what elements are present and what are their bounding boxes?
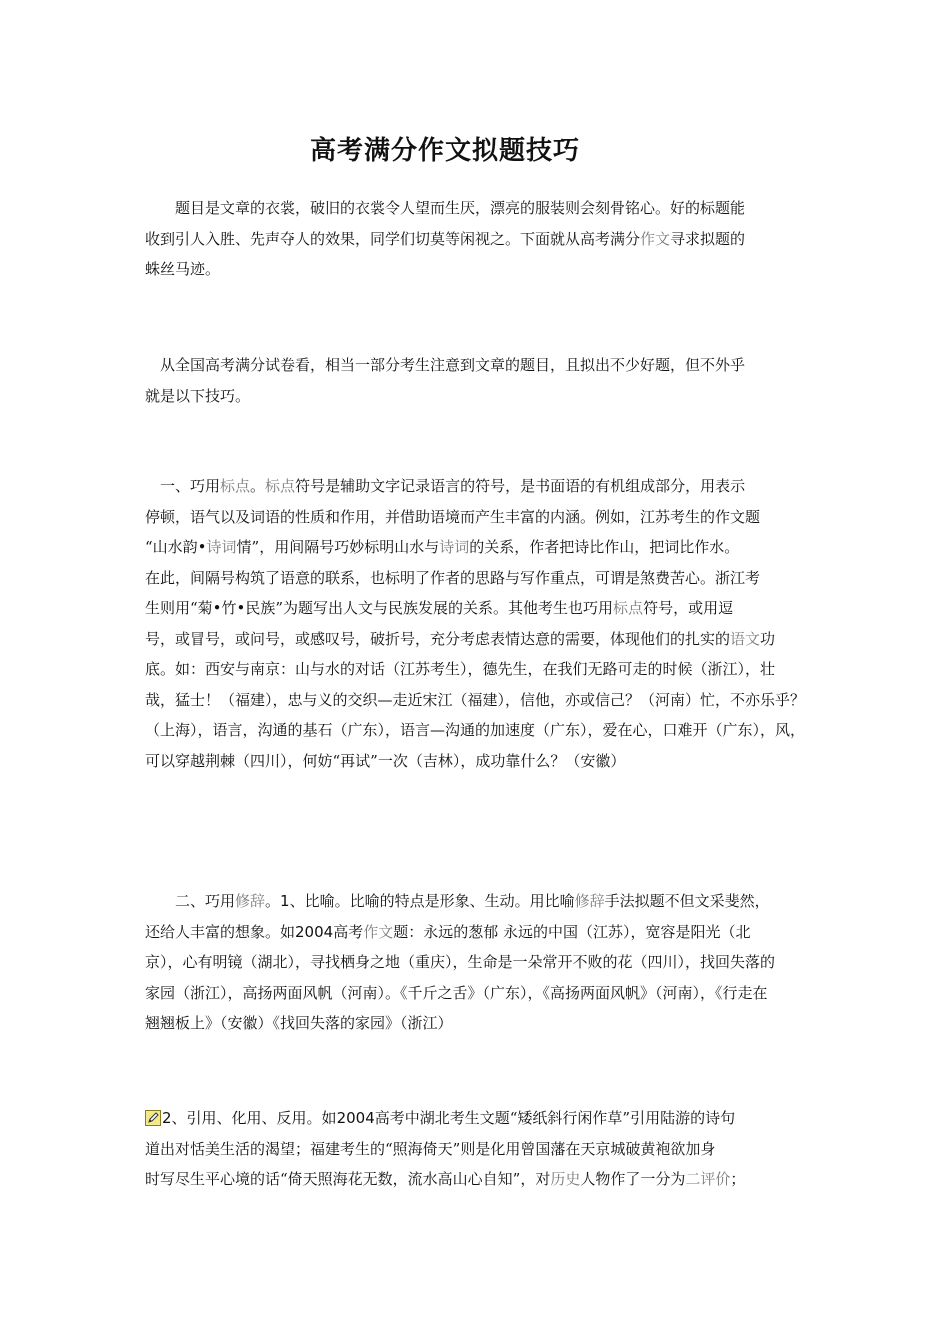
text-segment: 人物作了一分为 (580, 1170, 686, 1188)
text-line (145, 715, 810, 746)
text-segment: 二、巧用 (145, 892, 236, 910)
text-line (145, 1164, 810, 1195)
text-segment: 从全国高考满分试卷看，相当一部分考生注意到文章的题目，且拟出不少好题，但不外乎 (145, 356, 746, 374)
text-line (145, 224, 810, 255)
text-line (145, 350, 810, 381)
text-segment: 京），心有明镜（湖北），寻找栖身之地（重庆），生命是一朵常开不败的花（四川），找回失落的 (145, 953, 776, 971)
text-line (145, 654, 810, 685)
document-title: 高考满分作文拟题技巧 (309, 136, 580, 166)
text-segment: 家园（浙江），高扬两面风帆（河南）。《千斤之舌》（广东），《高扬两面风帆》（河南），《行走在 (145, 983, 768, 1002)
text-line (145, 593, 810, 624)
text-segment: 蛛丝马迹。 (145, 260, 221, 278)
text-segment: 手法拟题不但文采斐然， (604, 892, 770, 910)
text-segment: 号，或冒号，或问号，或感叹号，破折号，充分考虑表情达意的需要，体现他们的扎实的 (145, 629, 731, 648)
keyword-link[interactable]: 诗词 (439, 538, 470, 556)
text-segment: 符号，或用逗 (643, 599, 734, 617)
keyword-link[interactable]: 标点 (613, 599, 644, 617)
text-line (145, 978, 810, 1009)
text-line (145, 624, 810, 655)
text-line (145, 886, 810, 917)
text-line (145, 381, 810, 412)
keyword-link[interactable]: 修辞 (235, 892, 266, 910)
text-segment: 就是以下技巧。 (145, 386, 251, 405)
text-segment: 道出对恬美生活的渴望；福建考生的“照海倚天”则是化用曾国藩在天京城破黄袍欲加身 (145, 1139, 716, 1158)
keyword-link[interactable]: 修辞 (574, 892, 605, 910)
text-line (145, 471, 810, 502)
text-segment: 时写尽生平心境的话“倚天照海花无数，流水高山心自知”，对 (145, 1170, 551, 1188)
keyword-link[interactable]: 历史 (550, 1170, 581, 1188)
text-line (145, 254, 810, 285)
text-line (145, 193, 810, 224)
text-segment: “山水韵• (145, 538, 207, 556)
text-line (145, 746, 810, 777)
text-segment: 哉，猛士！（福建），忠与义的交织—走近宋江（福建），信他，亦或信己？（河南）忙，不亦乐乎？ (145, 690, 806, 709)
number-text: 1 (280, 892, 290, 910)
keyword-link[interactable]: 作文 (640, 229, 671, 248)
number-text: 2004 (336, 1109, 375, 1127)
text-segment: 。 (265, 892, 281, 910)
keyword-link[interactable]: 诗词 (206, 538, 237, 556)
overview-paragraph (145, 350, 810, 411)
text-segment: 寻求拟题的 (670, 229, 746, 248)
text-line (145, 1008, 810, 1039)
text-line (145, 1134, 810, 1165)
text-line (145, 947, 810, 978)
text-segment: 还给人丰富的想象。如 (145, 922, 296, 941)
text-segment: 情”，用间隔号巧妙标明山水与 (236, 538, 440, 556)
keyword-link[interactable]: 标点 (220, 477, 251, 495)
section-punctuation-paragraph (145, 471, 810, 776)
text-line (145, 532, 810, 563)
text-segment: 的关系，作者把诗比作山，把词比作水。 (469, 538, 740, 556)
text-line (145, 685, 810, 716)
text-segment: 高考 (333, 922, 364, 941)
text-segment: 收到引人入胜、先声夺人的效果，同学们切莫等闲视之。下面就从高考满分 (145, 229, 641, 248)
text-line (145, 917, 810, 948)
section-quotation-paragraph (145, 1103, 810, 1195)
text-segment: 题目是文章的衣裳，破旧的衣裳令人望而生厌，漂亮的服装则会刻骨铭心。好的标题能 (145, 199, 746, 217)
text-segment: 停顿，语气以及词语的性质和作用，并借助语境而产生丰富的内涵。例如，江苏考生的作文题 (145, 507, 761, 526)
text-segment: （上海），语言，沟通的基石（广东），语言—沟通的加速度（广东），爱在心，口难开（广东），风， (145, 721, 806, 739)
text-segment: 高考中湖北考生文题“矮纸斜行闲作草”引用陆游的诗句 (374, 1109, 736, 1127)
edit-note-icon[interactable] (145, 1110, 161, 1126)
text-segment: 一、巧用 (145, 477, 221, 495)
text-segment: 符号是辅助文字记录语言的符号，是书面语的有机组成部分，用表示 (295, 477, 746, 495)
text-segment: 。 (250, 477, 266, 495)
text-line (145, 502, 810, 533)
text-line (145, 563, 810, 594)
number-text: 2004 (295, 922, 334, 941)
keyword-link[interactable]: 标点 (265, 477, 296, 495)
text-segment: 翘翘板上》（安徽）《找回失落的家园》（浙江） (145, 1014, 453, 1032)
number-text: 2 (162, 1109, 172, 1127)
keyword-link[interactable]: 语文 (730, 629, 761, 648)
text-segment: 可以穿越荆棘（四川），何妨“再试”一次（吉林），成功靠什么？（安徽） (145, 751, 626, 770)
keyword-link[interactable]: 作文 (363, 922, 394, 941)
text-segment: 、引用、化用、反用。如 (171, 1109, 337, 1127)
intro-paragraph (145, 193, 810, 285)
text-segment: 题：永远的葱郁 永远的中国（江苏），宽容是阳光（北 (393, 922, 751, 941)
text-segment: 功 (760, 629, 776, 648)
text-segment: ； (730, 1170, 746, 1188)
text-segment: 在此，间隔号构筑了语意的联系，也标明了作者的思路与写作重点，可谓是煞费苦心。浙江考 (145, 568, 761, 587)
keyword-link[interactable]: 二评价 (685, 1170, 731, 1188)
text-segment: 生则用“菊•竹•民族”为题写出人文与民族发展的关系。其他考生也巧用 (145, 599, 614, 617)
text-line (145, 1103, 810, 1134)
section-rhetoric-paragraph (145, 886, 810, 1039)
text-segment: 、比喻。比喻的特点是形象、生动。用比喻 (289, 892, 575, 910)
text-segment: 底。如：西安与南京：山与水的对话（江苏考生），德先生，在我们无路可走的时候（浙江），壮 (145, 660, 776, 678)
